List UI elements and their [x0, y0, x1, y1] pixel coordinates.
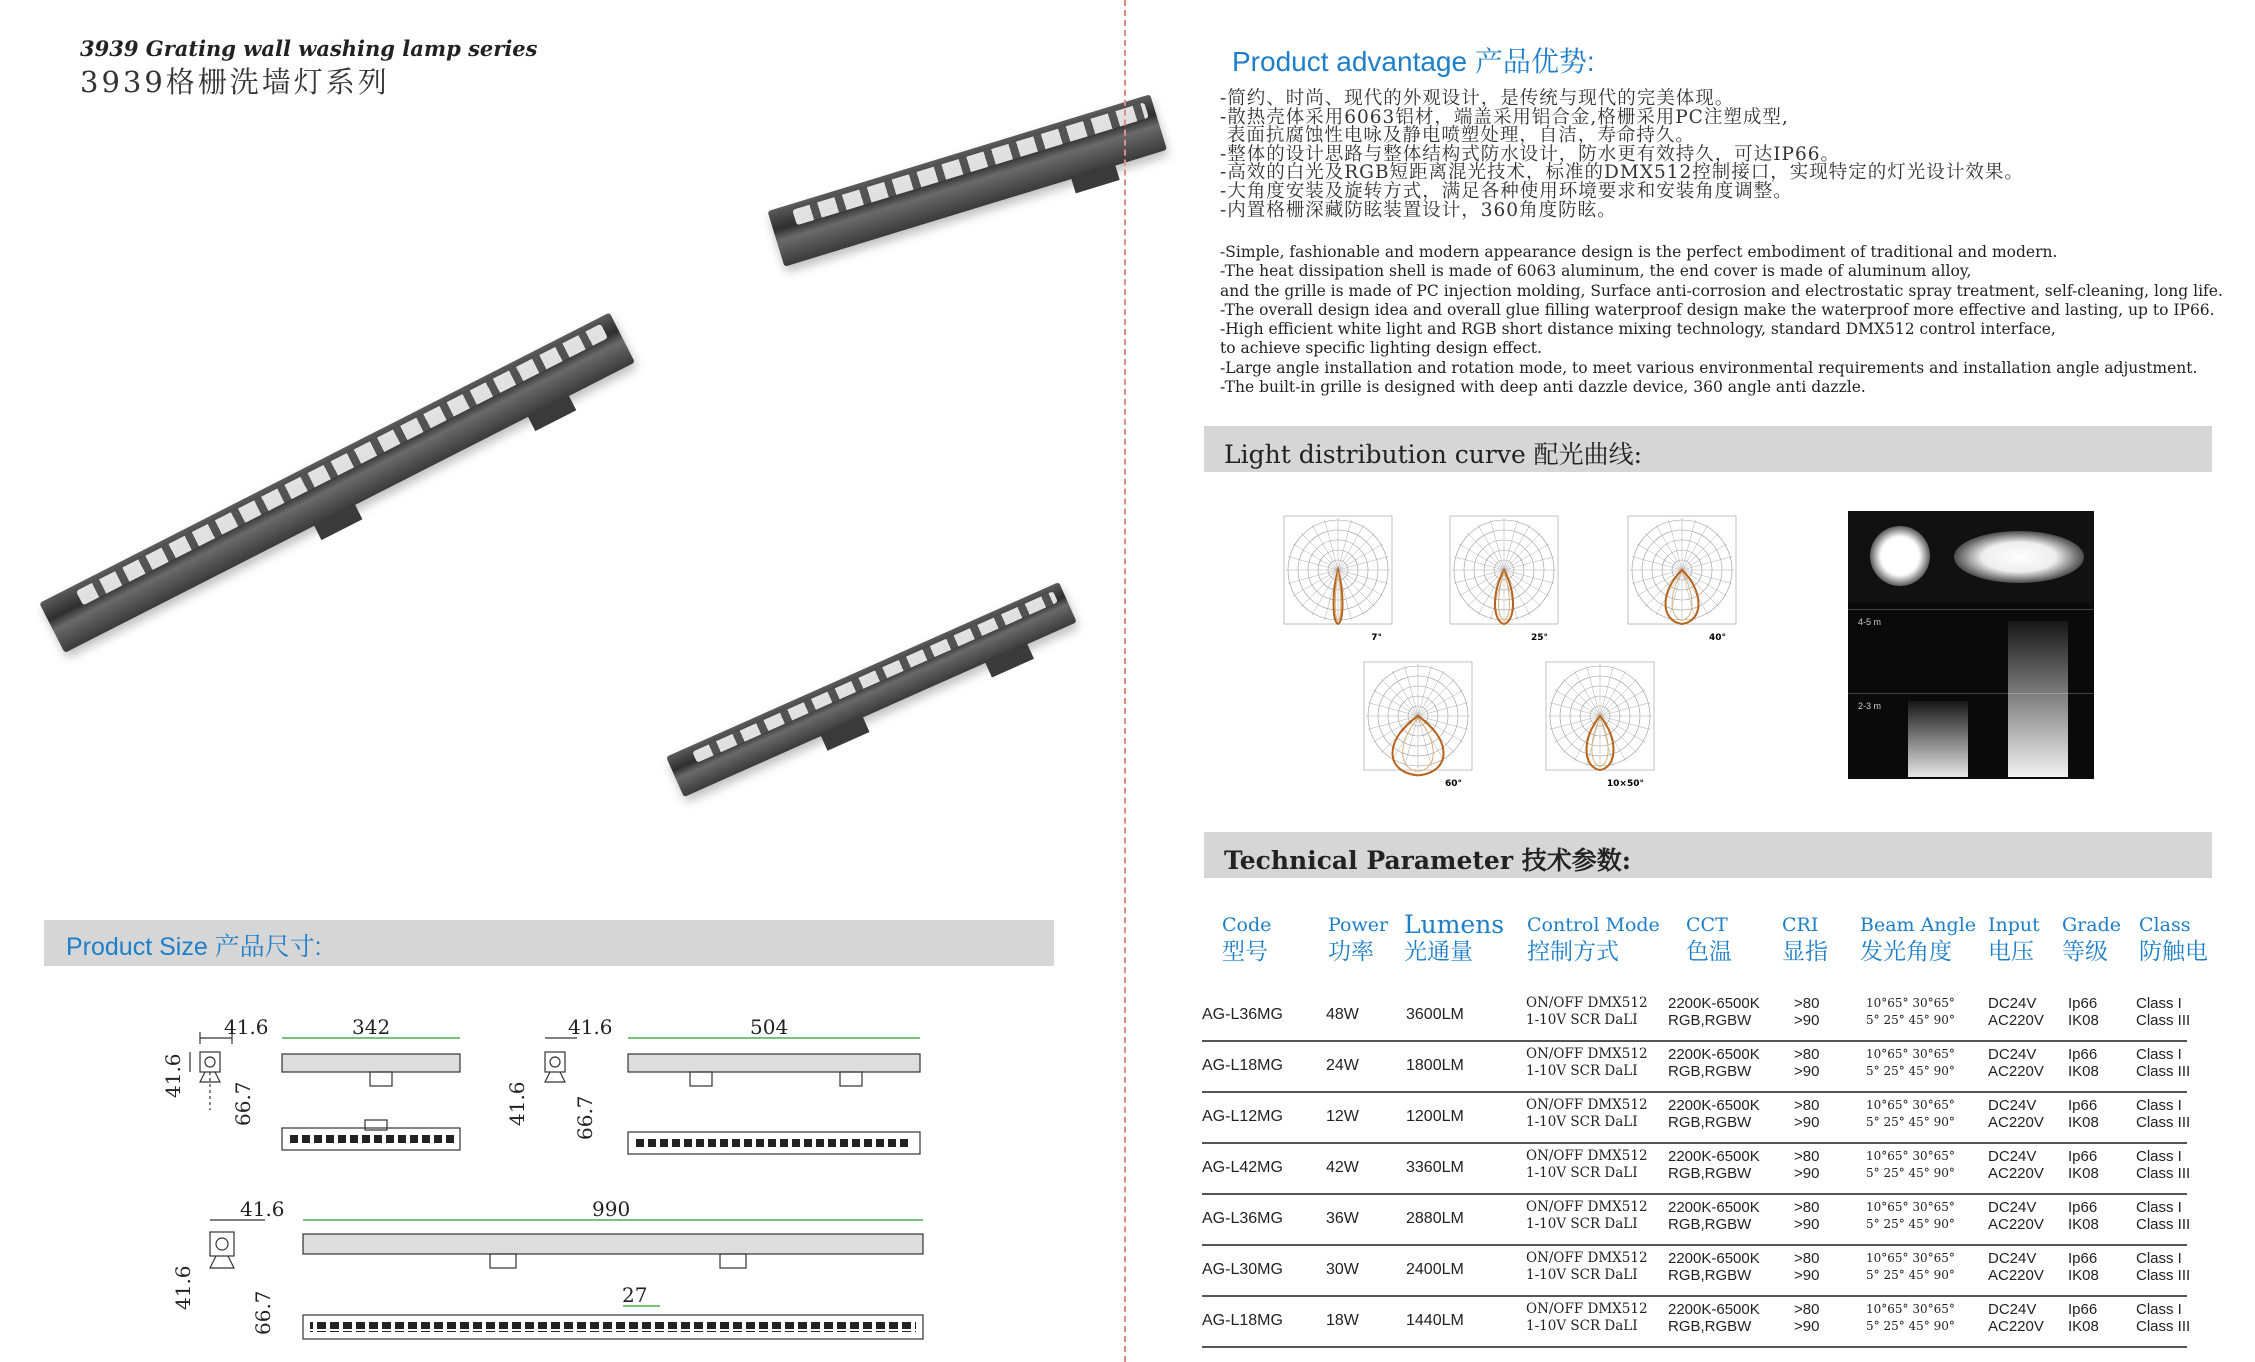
cell-in2: AC220V	[1988, 1063, 2044, 1080]
cell-ctrl1: ON/OFF DMX512	[1526, 1250, 1648, 1266]
cn-line: -大角度安装及旋转方式，满足各种使用环境要求和安装角度调整。	[1220, 180, 1793, 202]
cell-ctrl2: 1-10V SCR DaLI	[1526, 1012, 1638, 1028]
table-cell	[1668, 1148, 1760, 1182]
table-cell	[1202, 1159, 1283, 1176]
cell-cri1: >80	[1794, 1148, 1820, 1165]
cell-cct2: RGB,RGBW	[1668, 1165, 1752, 1182]
lamp-render-long	[39, 312, 635, 652]
dim-height-3b: 66.7	[251, 1290, 275, 1335]
cell-in1: DC24V	[1988, 1097, 2037, 1114]
cell-ctrl1: ON/OFF DMX512	[1526, 1097, 1648, 1113]
cell-cct1: 2200K-6500K	[1668, 1097, 1760, 1114]
table-cell	[1406, 1312, 1464, 1329]
dim-pitch: 27	[622, 1283, 648, 1307]
table-cell	[1526, 1199, 1648, 1233]
table-cell	[2136, 1250, 2190, 1284]
cell-cct2: RGB,RGBW	[1668, 1318, 1752, 1335]
cell-gr1: Ip66	[2068, 995, 2098, 1012]
en-line: -High efficient white light and RGB short distance mixing technology, standard DMX512 control interface,	[1220, 320, 2056, 339]
table-cell	[2136, 1301, 2190, 1335]
cell-beam2: 5° 25° 45° 90°	[1866, 1013, 1955, 1027]
cell-cl1: Class I	[2136, 1046, 2182, 1063]
table-cell	[1406, 1159, 1464, 1176]
en-line: -The heat dissipation shell is made of 6063 aluminum, the end cover is made of aluminum alloy,	[1220, 262, 1972, 281]
table-cell	[1988, 995, 2044, 1029]
en-line: -The overall design idea and overall glue filling waterproof design make the waterproof more effective and lasting, up to IP66.	[1220, 300, 2215, 319]
table-cell	[1668, 1097, 1760, 1131]
table-cell	[1406, 1210, 1464, 1227]
col-cri: CRI 显指	[1782, 914, 1828, 965]
table-cell	[2136, 1148, 2190, 1182]
polar-chart	[1448, 514, 1560, 646]
table-cell	[1202, 1261, 1283, 1278]
table-cell	[1202, 1006, 1283, 1023]
cell-beam1: 10°65° 30°65°	[1866, 1047, 1955, 1061]
cell-in1: DC24V	[1988, 1301, 2037, 1318]
en-line: -Simple, fashionable and modern appearance design is the perfect embodiment of traditional and modern.	[1220, 243, 2058, 261]
cell-cct2: RGB,RGBW	[1668, 1063, 1752, 1080]
cell-beam2: 5° 25° 45° 90°	[1866, 1217, 1955, 1231]
cell-gr2: IK08	[2068, 1114, 2099, 1131]
table-cell	[1866, 995, 1955, 1029]
table-cell	[1526, 1097, 1648, 1131]
cn-line: -高效的白光及RGB短距离混光技术，标准的DMX512控制接口，实现特定的灯光设计效果。	[1220, 162, 2024, 184]
table-cell	[1988, 1301, 2044, 1335]
table-cell	[1326, 1210, 1359, 1227]
cell-cri2: >90	[1794, 1063, 1820, 1080]
lamp-render-top	[768, 94, 1167, 266]
cell-cl2: Class III	[2136, 1114, 2191, 1131]
table-cell	[1988, 1148, 2044, 1182]
cell-power: 48W	[1326, 1006, 1359, 1023]
table-cell	[1326, 1261, 1359, 1278]
cell-cl1: Class I	[2136, 1250, 2182, 1267]
advantage-heading: Product advantage 产品优势:	[1232, 46, 1595, 77]
cell-ctrl2: 1-10V SCR DaLI	[1526, 1267, 1638, 1283]
cell-ctrl2: 1-10V SCR DaLI	[1526, 1063, 1638, 1079]
cell-cct2: RGB,RGBW	[1668, 1012, 1752, 1029]
table-cell	[1866, 1046, 1955, 1080]
table-cell	[1526, 1046, 1648, 1080]
series-title-cn: 3939格栅洗墙灯系列	[80, 65, 390, 99]
dim-length-990: 990	[592, 1197, 631, 1221]
cell-cct1: 2200K-6500K	[1668, 1148, 1760, 1165]
technical-header	[1204, 832, 2212, 878]
col-input: Input 电压	[1988, 914, 2040, 965]
cell-power: 36W	[1326, 1210, 1359, 1227]
series-title-en: 3939 Grating wall washing lamp series	[80, 36, 538, 61]
cell-cl2: Class III	[2136, 1165, 2191, 1182]
cell-beam1: 10°65° 30°65°	[1866, 1302, 1955, 1316]
dim-height-2a: 41.6	[505, 1081, 529, 1126]
table-cell	[1668, 1046, 1760, 1080]
table-cell	[1988, 1250, 2044, 1284]
table-row	[1202, 1244, 2191, 1297]
page-divider	[1124, 0, 1126, 1362]
col-lumens: Lumens 光通量	[1404, 910, 1505, 965]
cell-cri1: >80	[1794, 1097, 1820, 1114]
table-cell	[1866, 1250, 1955, 1284]
table-cell	[1794, 1097, 1819, 1131]
table-cell	[1866, 1097, 1955, 1131]
cell-in2: AC220V	[1988, 1216, 2044, 1233]
col-control: Control Mode 控制方式	[1527, 914, 1660, 965]
cell-lumens: 3600LM	[1406, 1006, 1464, 1023]
col-power: Power 功率	[1328, 914, 1389, 965]
cell-gr1: Ip66	[2068, 1199, 2098, 1216]
cell-cri2: >90	[1794, 1114, 1820, 1131]
cell-power: 30W	[1326, 1261, 1359, 1278]
table-cell	[1988, 1199, 2044, 1233]
table-cell	[2136, 1097, 2190, 1131]
cell-cri1: >80	[1794, 1301, 1820, 1318]
table-cell	[2068, 1250, 2099, 1284]
cell-cri1: >80	[1794, 1199, 1820, 1216]
col-class: Class 防触电	[2139, 914, 2208, 965]
cell-beam2: 5° 25° 45° 90°	[1866, 1268, 1955, 1282]
table-cell	[1326, 1006, 1359, 1023]
cell-cri1: >80	[1794, 1250, 1820, 1267]
cn-line: -简约、时尚、现代的外观设计，是传统与现代的完美体现。	[1220, 88, 1735, 109]
polar-chart	[1626, 514, 1738, 646]
photo-label-near: 2-3 m	[1858, 701, 1882, 711]
en-line: -Large angle installation and rotation mode, to meet various environmental requirements and installation angle adjustment.	[1220, 358, 2198, 377]
polar-chart-label: 40°	[1708, 633, 1726, 643]
cell-cl1: Class I	[2136, 1148, 2182, 1165]
cell-lumens: 1800LM	[1406, 1057, 1464, 1074]
cell-in2: AC220V	[1988, 1267, 2044, 1284]
cell-code: AG-L18MG	[1202, 1057, 1283, 1074]
cell-in2: AC220V	[1988, 1318, 2044, 1335]
table-cell	[1526, 995, 1648, 1029]
cell-lumens: 2880LM	[1406, 1210, 1464, 1227]
table-cell	[1668, 1199, 1760, 1233]
cell-in2: AC220V	[1988, 1114, 2044, 1131]
cell-beam2: 5° 25° 45° 90°	[1866, 1166, 1955, 1180]
table-cell	[1406, 1006, 1464, 1023]
led-dots-990	[310, 1322, 916, 1332]
product-size-header	[44, 920, 1054, 966]
table-row	[1202, 1040, 2191, 1093]
table-row	[1202, 1193, 2191, 1246]
cn-line: 表面抗腐蚀性电咏及静电喷塑处理，自洁，寿命持久。	[1220, 125, 1695, 147]
table-cell	[1794, 1148, 1819, 1182]
cell-ctrl2: 1-10V SCR DaLI	[1526, 1165, 1638, 1181]
cell-beam2: 5° 25° 45° 90°	[1866, 1115, 1955, 1129]
cell-cl2: Class III	[2136, 1216, 2191, 1233]
table-cell	[1202, 1312, 1283, 1329]
cell-power: 24W	[1326, 1057, 1359, 1074]
cell-beam1: 10°65° 30°65°	[1866, 1149, 1955, 1163]
polar-chart-label: 10×50°	[1606, 779, 1644, 789]
polar-chart-label: 7°	[1371, 633, 1382, 643]
cell-ctrl2: 1-10V SCR DaLI	[1526, 1216, 1638, 1232]
cell-cl2: Class III	[2136, 1063, 2191, 1080]
table-cell	[2136, 995, 2190, 1029]
cell-cl1: Class I	[2136, 1301, 2182, 1318]
cell-cl2: Class III	[2136, 1012, 2191, 1029]
table-cell	[1988, 1097, 2044, 1131]
cell-cl1: Class I	[2136, 995, 2182, 1012]
table-cell	[2068, 1097, 2099, 1131]
table-cell	[1866, 1199, 1955, 1233]
cell-ctrl1: ON/OFF DMX512	[1526, 995, 1648, 1011]
cell-gr1: Ip66	[2068, 1148, 2098, 1165]
cell-gr1: Ip66	[2068, 1097, 2098, 1114]
cell-cct2: RGB,RGBW	[1668, 1114, 1752, 1131]
cell-lumens: 1440LM	[1406, 1312, 1464, 1329]
table-cell	[1866, 1301, 1955, 1335]
dim-width-2: 41.6	[568, 1015, 613, 1039]
polar-chart	[1544, 660, 1656, 792]
cell-beam1: 10°65° 30°65°	[1866, 1251, 1955, 1265]
cell-in1: DC24V	[1988, 1148, 2037, 1165]
table-cell	[1794, 995, 1819, 1029]
product-size-heading: Product Size 产品尺寸:	[66, 933, 322, 961]
cell-in1: DC24V	[1988, 1046, 2037, 1063]
dim-width-3: 41.6	[240, 1197, 285, 1221]
lamp-render-short	[666, 582, 1077, 797]
cell-ctrl2: 1-10V SCR DaLI	[1526, 1318, 1638, 1334]
cell-cl2: Class III	[2136, 1318, 2191, 1335]
polar-chart	[1282, 514, 1394, 646]
cell-cct2: RGB,RGBW	[1668, 1216, 1752, 1233]
cell-cri2: >90	[1794, 1216, 1820, 1233]
cell-beam1: 10°65° 30°65°	[1866, 1200, 1955, 1214]
table-cell	[1326, 1312, 1359, 1329]
cell-cri2: >90	[1794, 1165, 1820, 1182]
beam-photo	[1848, 511, 2094, 779]
table-cell	[2136, 1046, 2190, 1080]
table-cell	[1988, 1046, 2044, 1080]
table-cell	[2068, 1199, 2099, 1233]
cell-beam1: 10°65° 30°65°	[1866, 1098, 1955, 1112]
table-cell	[1526, 1250, 1648, 1284]
col-beam: Beam Angle 发光角度	[1860, 914, 1977, 965]
polar-chart-label: 25°	[1530, 633, 1548, 643]
cell-ctrl1: ON/OFF DMX512	[1526, 1148, 1648, 1164]
cell-gr1: Ip66	[2068, 1250, 2098, 1267]
cell-beam1: 10°65° 30°65°	[1866, 996, 1955, 1010]
col-cct: CCT 色温	[1686, 914, 1732, 965]
en-line: -The built-in grille is designed with deep anti dazzle device, 360 angle anti dazzle.	[1220, 378, 1866, 397]
table-cell	[1202, 1057, 1283, 1074]
table-cell	[2068, 1148, 2099, 1182]
cell-code: AG-L30MG	[1202, 1261, 1283, 1278]
cell-power: 42W	[1326, 1159, 1359, 1176]
advantage-cn-list	[1220, 90, 2024, 220]
en-line: to achieve specific lighting design effect.	[1220, 339, 1542, 358]
cell-power: 12W	[1326, 1108, 1359, 1125]
cell-cct1: 2200K-6500K	[1668, 1250, 1760, 1267]
cell-cct1: 2200K-6500K	[1668, 1046, 1760, 1063]
cell-lumens: 1200LM	[1406, 1108, 1464, 1125]
table-cell	[1526, 1148, 1648, 1182]
table-cell	[1326, 1057, 1359, 1074]
col-grade: Grade 等级	[2062, 914, 2121, 965]
table-cell	[2068, 995, 2099, 1029]
table-row	[1202, 1142, 2191, 1195]
photo-label-far: 4-5 m	[1858, 617, 1882, 627]
table-cell	[2136, 1199, 2190, 1233]
table-cell	[1668, 1250, 1760, 1284]
cell-code: AG-L36MG	[1202, 1006, 1283, 1023]
cell-ctrl2: 1-10V SCR DaLI	[1526, 1114, 1638, 1130]
cell-in1: DC24V	[1988, 1250, 2037, 1267]
table-cell	[1202, 1210, 1283, 1227]
en-line: and the grille is made of PC injection molding, Surface anti-corrosion and electrostatic spray treatment, self-cleaning, long life.	[1220, 281, 2223, 300]
table-row	[1202, 989, 2191, 1042]
cn-line: -散热壳体采用6063铝材，端盖采用铝合金,格栅采用PC注塑成型,	[1220, 106, 1789, 128]
cell-gr2: IK08	[2068, 1063, 2099, 1080]
table-cell	[1202, 1108, 1283, 1125]
dim-length-504: 504	[750, 1015, 789, 1039]
led-dots-342	[290, 1135, 454, 1143]
cell-lumens: 2400LM	[1406, 1261, 1464, 1278]
table-cell	[1668, 1301, 1760, 1335]
dimension-drawings	[160, 1010, 950, 1350]
cell-in1: DC24V	[1988, 995, 2037, 1012]
cell-cri1: >80	[1794, 995, 1820, 1012]
cell-power: 18W	[1326, 1312, 1359, 1329]
cn-line: -整体的设计思路与整体结构式防水设计，防水更有效持久，可达IP66。	[1220, 143, 1841, 165]
cell-in2: AC220V	[1988, 1165, 2044, 1182]
light-curve-header	[1204, 426, 2212, 472]
cell-in1: DC24V	[1988, 1199, 2037, 1216]
cell-code: AG-L18MG	[1202, 1312, 1283, 1329]
table-cell	[1668, 995, 1760, 1029]
light-curve-heading: Light distribution curve 配光曲线:	[1224, 440, 1643, 469]
dim-height-3a: 41.6	[171, 1265, 195, 1310]
dim-height-1a: 41.6	[161, 1053, 185, 1098]
table-cell	[1526, 1301, 1648, 1335]
cell-cct1: 2200K-6500K	[1668, 995, 1760, 1012]
table-cell	[2068, 1301, 2099, 1335]
cell-cl2: Class III	[2136, 1267, 2191, 1284]
table-cell	[1326, 1108, 1359, 1125]
table-cell	[1406, 1057, 1464, 1074]
cell-code: AG-L12MG	[1202, 1108, 1283, 1125]
cell-gr2: IK08	[2068, 1267, 2099, 1284]
table-row	[1202, 1091, 2191, 1144]
cell-ctrl1: ON/OFF DMX512	[1526, 1199, 1648, 1215]
table-cell	[1406, 1261, 1464, 1278]
cell-in2: AC220V	[1988, 1012, 2044, 1029]
cell-beam2: 5° 25° 45° 90°	[1866, 1319, 1955, 1333]
technical-heading: Technical Parameter 技术参数:	[1224, 846, 1631, 875]
cell-cl1: Class I	[2136, 1199, 2182, 1216]
table-cell	[1794, 1301, 1819, 1335]
table-cell	[1866, 1148, 1955, 1182]
cell-cct1: 2200K-6500K	[1668, 1199, 1760, 1216]
cell-gr2: IK08	[2068, 1165, 2099, 1182]
cell-cct1: 2200K-6500K	[1668, 1301, 1760, 1318]
cell-gr2: IK08	[2068, 1012, 2099, 1029]
cell-ctrl1: ON/OFF DMX512	[1526, 1301, 1648, 1317]
dim-length-342: 342	[352, 1015, 391, 1039]
cell-lumens: 3360LM	[1406, 1159, 1464, 1176]
cell-beam2: 5° 25° 45° 90°	[1866, 1064, 1955, 1078]
cell-gr2: IK08	[2068, 1318, 2099, 1335]
table-cell	[1794, 1250, 1819, 1284]
cell-cri1: >80	[1794, 1046, 1820, 1063]
table-cell	[1794, 1046, 1819, 1080]
cn-line: -内置格栅深藏防眩装置设计，360角度防眩。	[1220, 199, 1617, 221]
table-cell	[2068, 1046, 2099, 1080]
cell-gr1: Ip66	[2068, 1301, 2098, 1318]
cell-cl1: Class I	[2136, 1097, 2182, 1114]
polar-chart-label: 60°	[1444, 779, 1462, 789]
table-row	[1202, 1295, 2191, 1348]
cell-ctrl1: ON/OFF DMX512	[1526, 1046, 1648, 1062]
col-code: Code 型号	[1222, 914, 1272, 965]
table-cell	[1326, 1159, 1359, 1176]
cell-cri2: >90	[1794, 1318, 1820, 1335]
table-cell	[1406, 1108, 1464, 1125]
advantage-en-list	[1220, 243, 2223, 397]
dim-height-1b: 66.7	[231, 1081, 255, 1126]
cell-gr1: Ip66	[2068, 1046, 2098, 1063]
cell-code: AG-L42MG	[1202, 1159, 1283, 1176]
polar-chart	[1362, 660, 1474, 792]
cell-cri2: >90	[1794, 1267, 1820, 1284]
dim-width-1: 41.6	[224, 1015, 269, 1039]
cell-cct2: RGB,RGBW	[1668, 1267, 1752, 1284]
dim-height-2b: 66.7	[573, 1095, 597, 1140]
cell-code: AG-L36MG	[1202, 1210, 1283, 1227]
cell-cri2: >90	[1794, 1012, 1820, 1029]
led-dots-504	[636, 1139, 908, 1147]
cell-gr2: IK08	[2068, 1216, 2099, 1233]
table-cell	[1794, 1199, 1819, 1233]
